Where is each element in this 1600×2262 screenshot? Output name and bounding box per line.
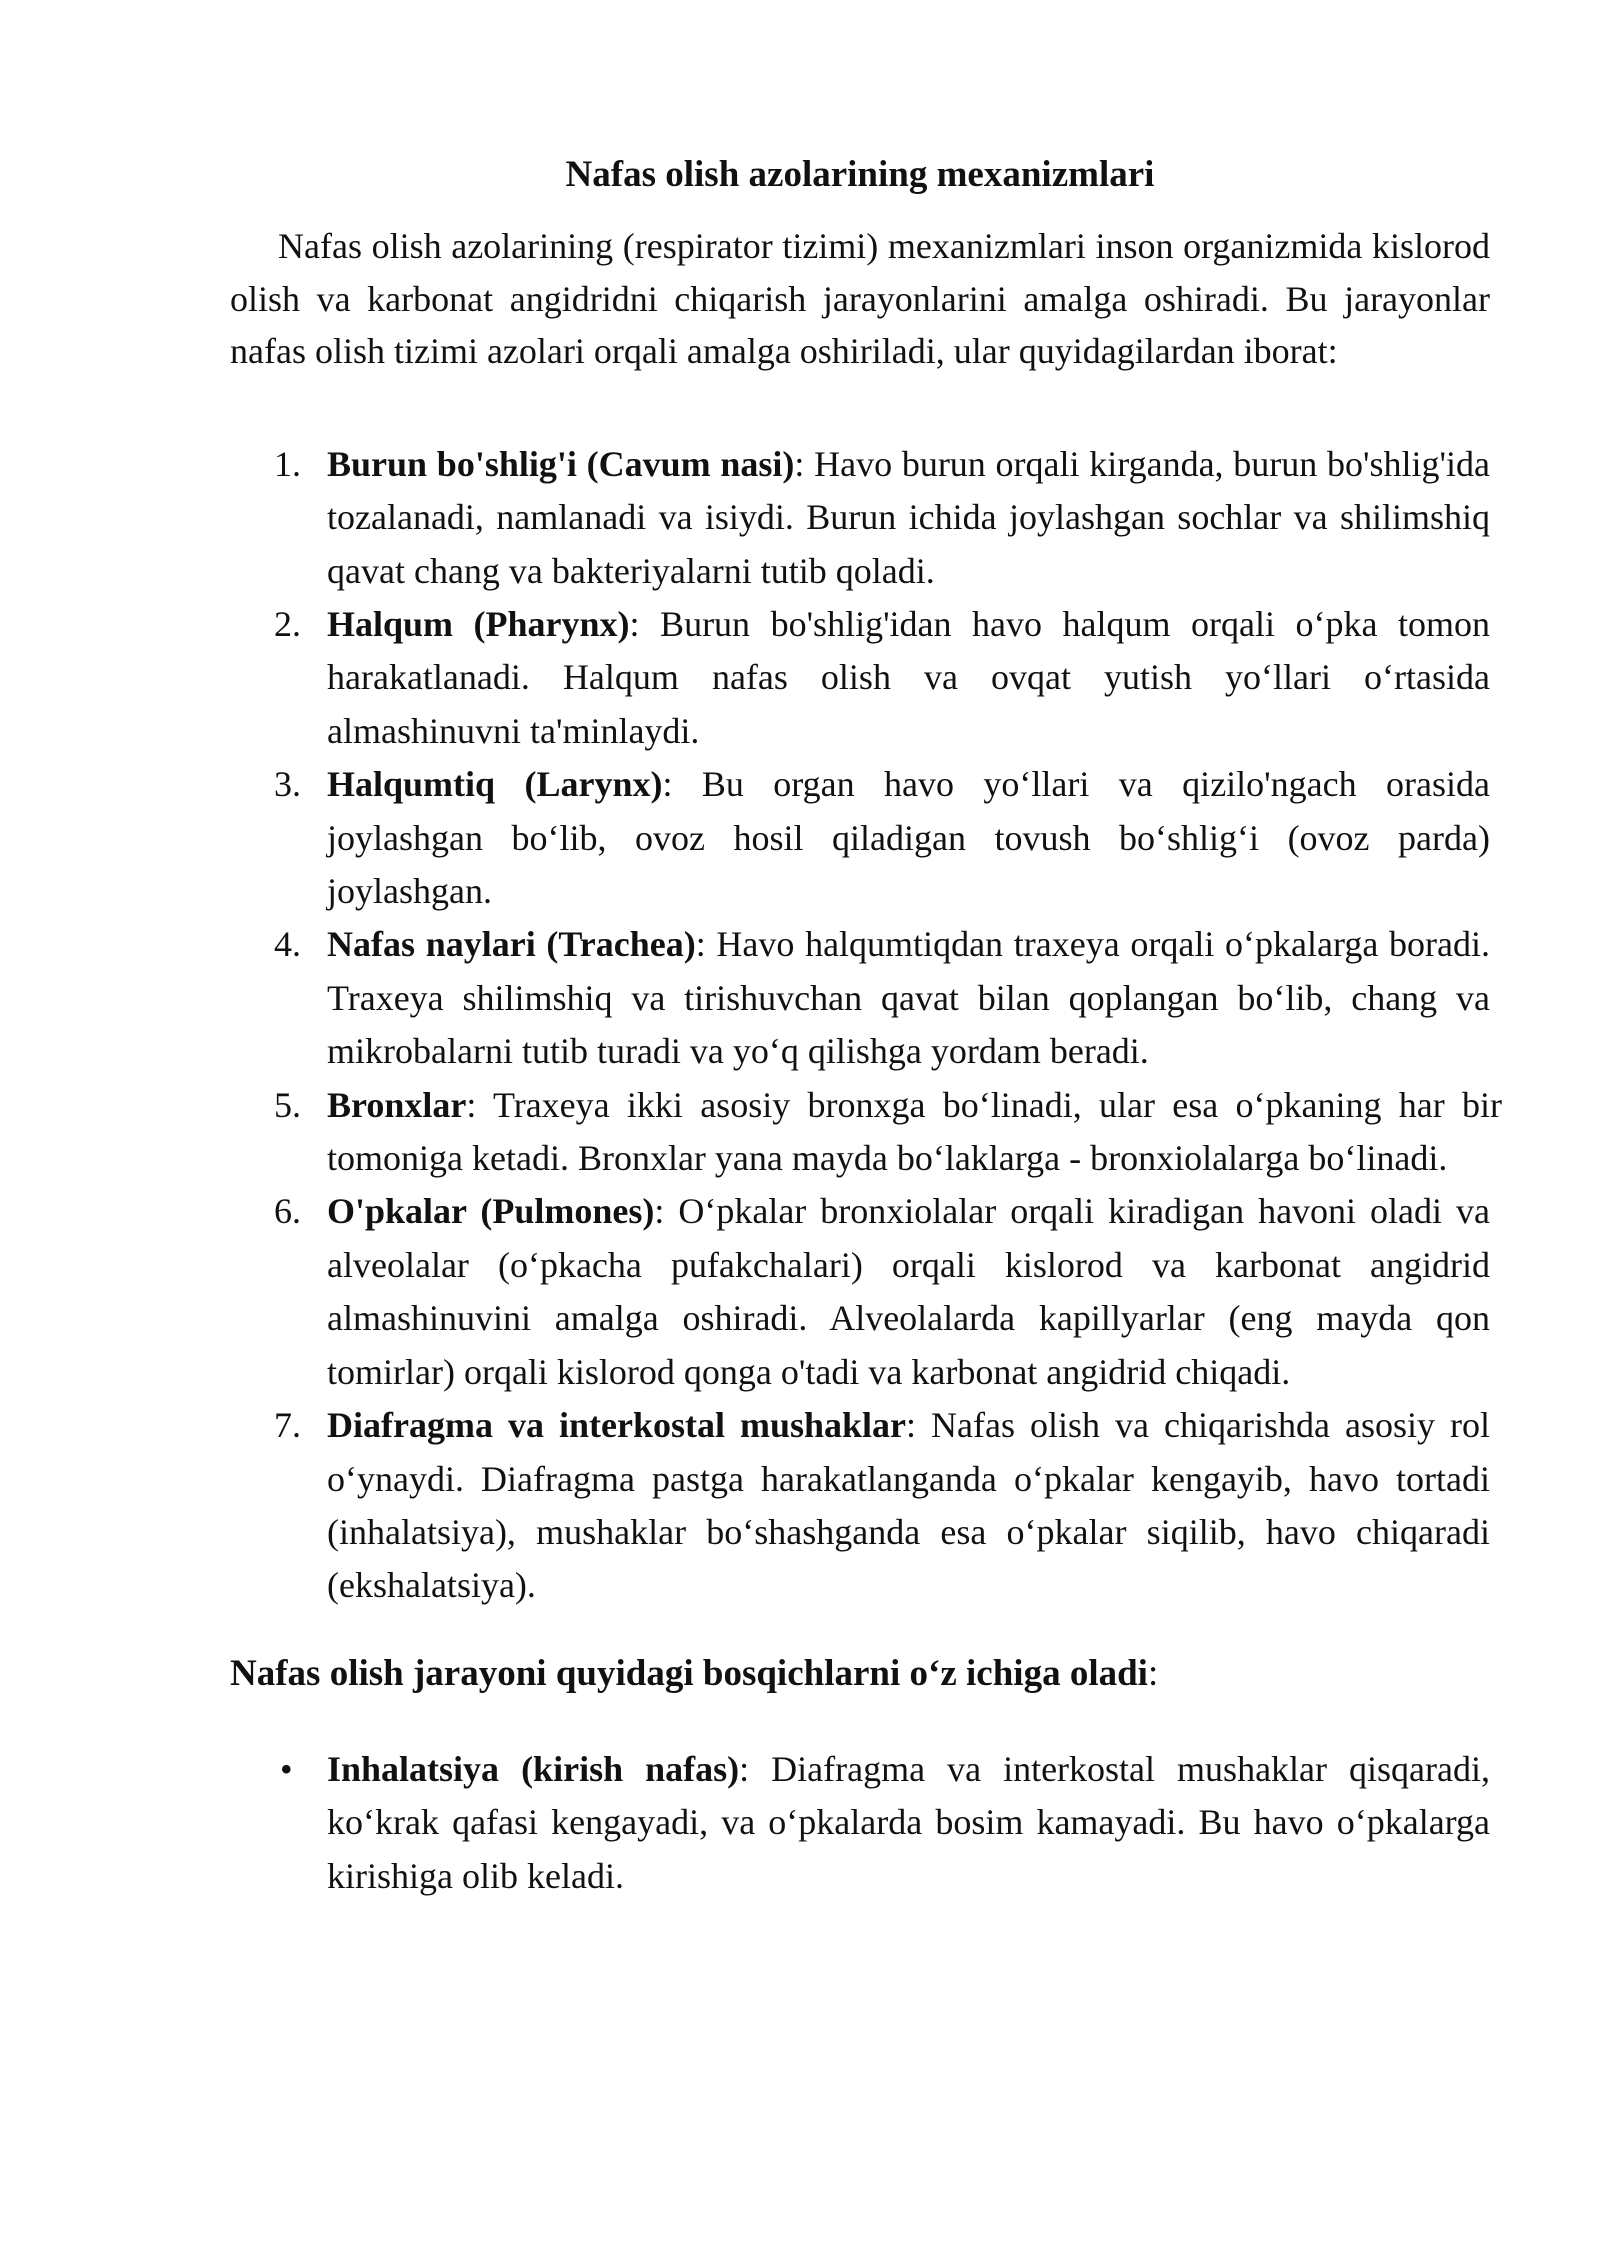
list-item-text: : O‘pkalar bronxiolalar orqali kiradigan havoni oladi va alveolalar (o‘pkacha pufakchalari) orqali kislorod va karbonat angidrid almashinuvini amalga oshiradi. Alveolalarda kapillyarlar (eng mayda qon tomirlar) orqali kislorod qonga o'tadi va karbonat angidrid chiqadi. (327, 1191, 1490, 1392)
intro-paragraph: Nafas olish azolarining (respirator tizimi) mexanizmlari inson organizmida kislorod olish va karbonat angidridni chiqarish jarayonlarini amalga oshiradi. Bu jarayonlar nafas olish tizimi azolari orqali amalga oshiriladi, ular quyidagilardan iborat: (230, 226, 1490, 372)
list-item-term: O'pkalar (Pulmones) (327, 1191, 655, 1232)
list-number: 7. (274, 1405, 301, 1446)
list-item (230, 598, 1490, 758)
list-item-text: : Bu organ havo yo‘llari va qizilo'ngach orasida joylashgan bo‘lib, ovoz hosil qiladigan tovush bo‘shlig‘i (ovoz parda) joylashgan. (327, 764, 1490, 912)
section-heading-colon: : (1147, 1652, 1159, 1694)
list-item (230, 1079, 1502, 1186)
list-item-term: Inhalatsiya (kirish nafas) (327, 1748, 740, 1789)
bullet-icon: • (280, 1748, 293, 1789)
list-item-text: : Havo halqumtiqdan traxeya orqali o‘pkalarga boradi. Traxeya shilimshiq va tirishuvchan qavat bilan qoplangan bo‘lib, chang va mikrobalarni tutib turadi va yo‘q qilishga yordam beradi. (327, 924, 1490, 1072)
list-item-text: : Nafas olish va chiqarishda asosiy rol o‘ynaydi. Diafragma pastga harakatlanganda o‘pkalar kengayib, havo tortadi (inhalatsiya), mushaklar bo‘shashganda esa o‘pkalar siqilib, havo chiqaradi (ekshalatsiya). (327, 1405, 1490, 1606)
list-item-term: Halqum (Pharynx) (327, 604, 630, 644)
list-item-text: : Traxeya ikki asosiy bronxga bo‘linadi, ular esa o‘pkaning har bir tomoniga ketadi. Bronxlar yana mayda bo‘laklarga - bronxiolalarga bo‘linadi. (327, 1084, 1502, 1179)
list-number: 6. (274, 1191, 301, 1232)
list-number: 5. (274, 1084, 301, 1125)
list-item-term: Diafragma va interkostal mushaklar (327, 1405, 907, 1446)
list-number: 1. (274, 443, 301, 484)
list-item-text: : Diafragma va interkostal mushaklar qisqaradi, ko‘krak qafasi kengayadi, va o‘pkalarda bosim kamayadi. Bu havo o‘pkalarga kirishiga olib keladi. (327, 1748, 1490, 1896)
list-item (230, 918, 1490, 1078)
list-number: 2. (274, 604, 301, 644)
list-item-term: Halqumtiq (Larynx) (327, 764, 663, 805)
list-item (230, 1743, 1490, 1903)
list-item (230, 1185, 1490, 1399)
section-heading-text: Nafas olish jarayoni quyidagi bosqichlarni o‘z ichiga oladi (230, 1652, 1148, 1694)
phase-list (230, 1743, 1490, 1903)
organ-list (230, 438, 1502, 1613)
document-title: Nafas olish azolarining mexanizmlari (565, 154, 1155, 195)
list-item-text: : Havo burun orqali kirganda, burun bo'shlig'ida tozalanadi, namlanadi va isiydi. Burun ichida joylashgan sochlar va shilimshiq qavat chang va bakteriyalarni tutib qoladi. (327, 443, 1490, 591)
list-item (230, 438, 1490, 598)
list-number: 3. (274, 764, 301, 805)
list-item-text: : Burun bo'shlig'idan havo halqum orqali o‘pka tomon harakatlanadi. Halqum nafas olish va ovqat yutish yo‘llari o‘rtasida almashinuvni ta'minlaydi. (327, 604, 1490, 751)
document-page (230, 150, 1502, 1903)
list-item (230, 1399, 1490, 1613)
list-item (230, 758, 1490, 918)
list-item-term: Bronxlar (327, 1084, 467, 1125)
list-item-term: Burun bo'shlig'i (Cavum nasi) (327, 443, 795, 484)
list-number: 4. (274, 924, 301, 965)
list-item-term: Nafas naylari (Trachea) (327, 924, 696, 965)
section-heading (230, 1649, 1490, 1699)
